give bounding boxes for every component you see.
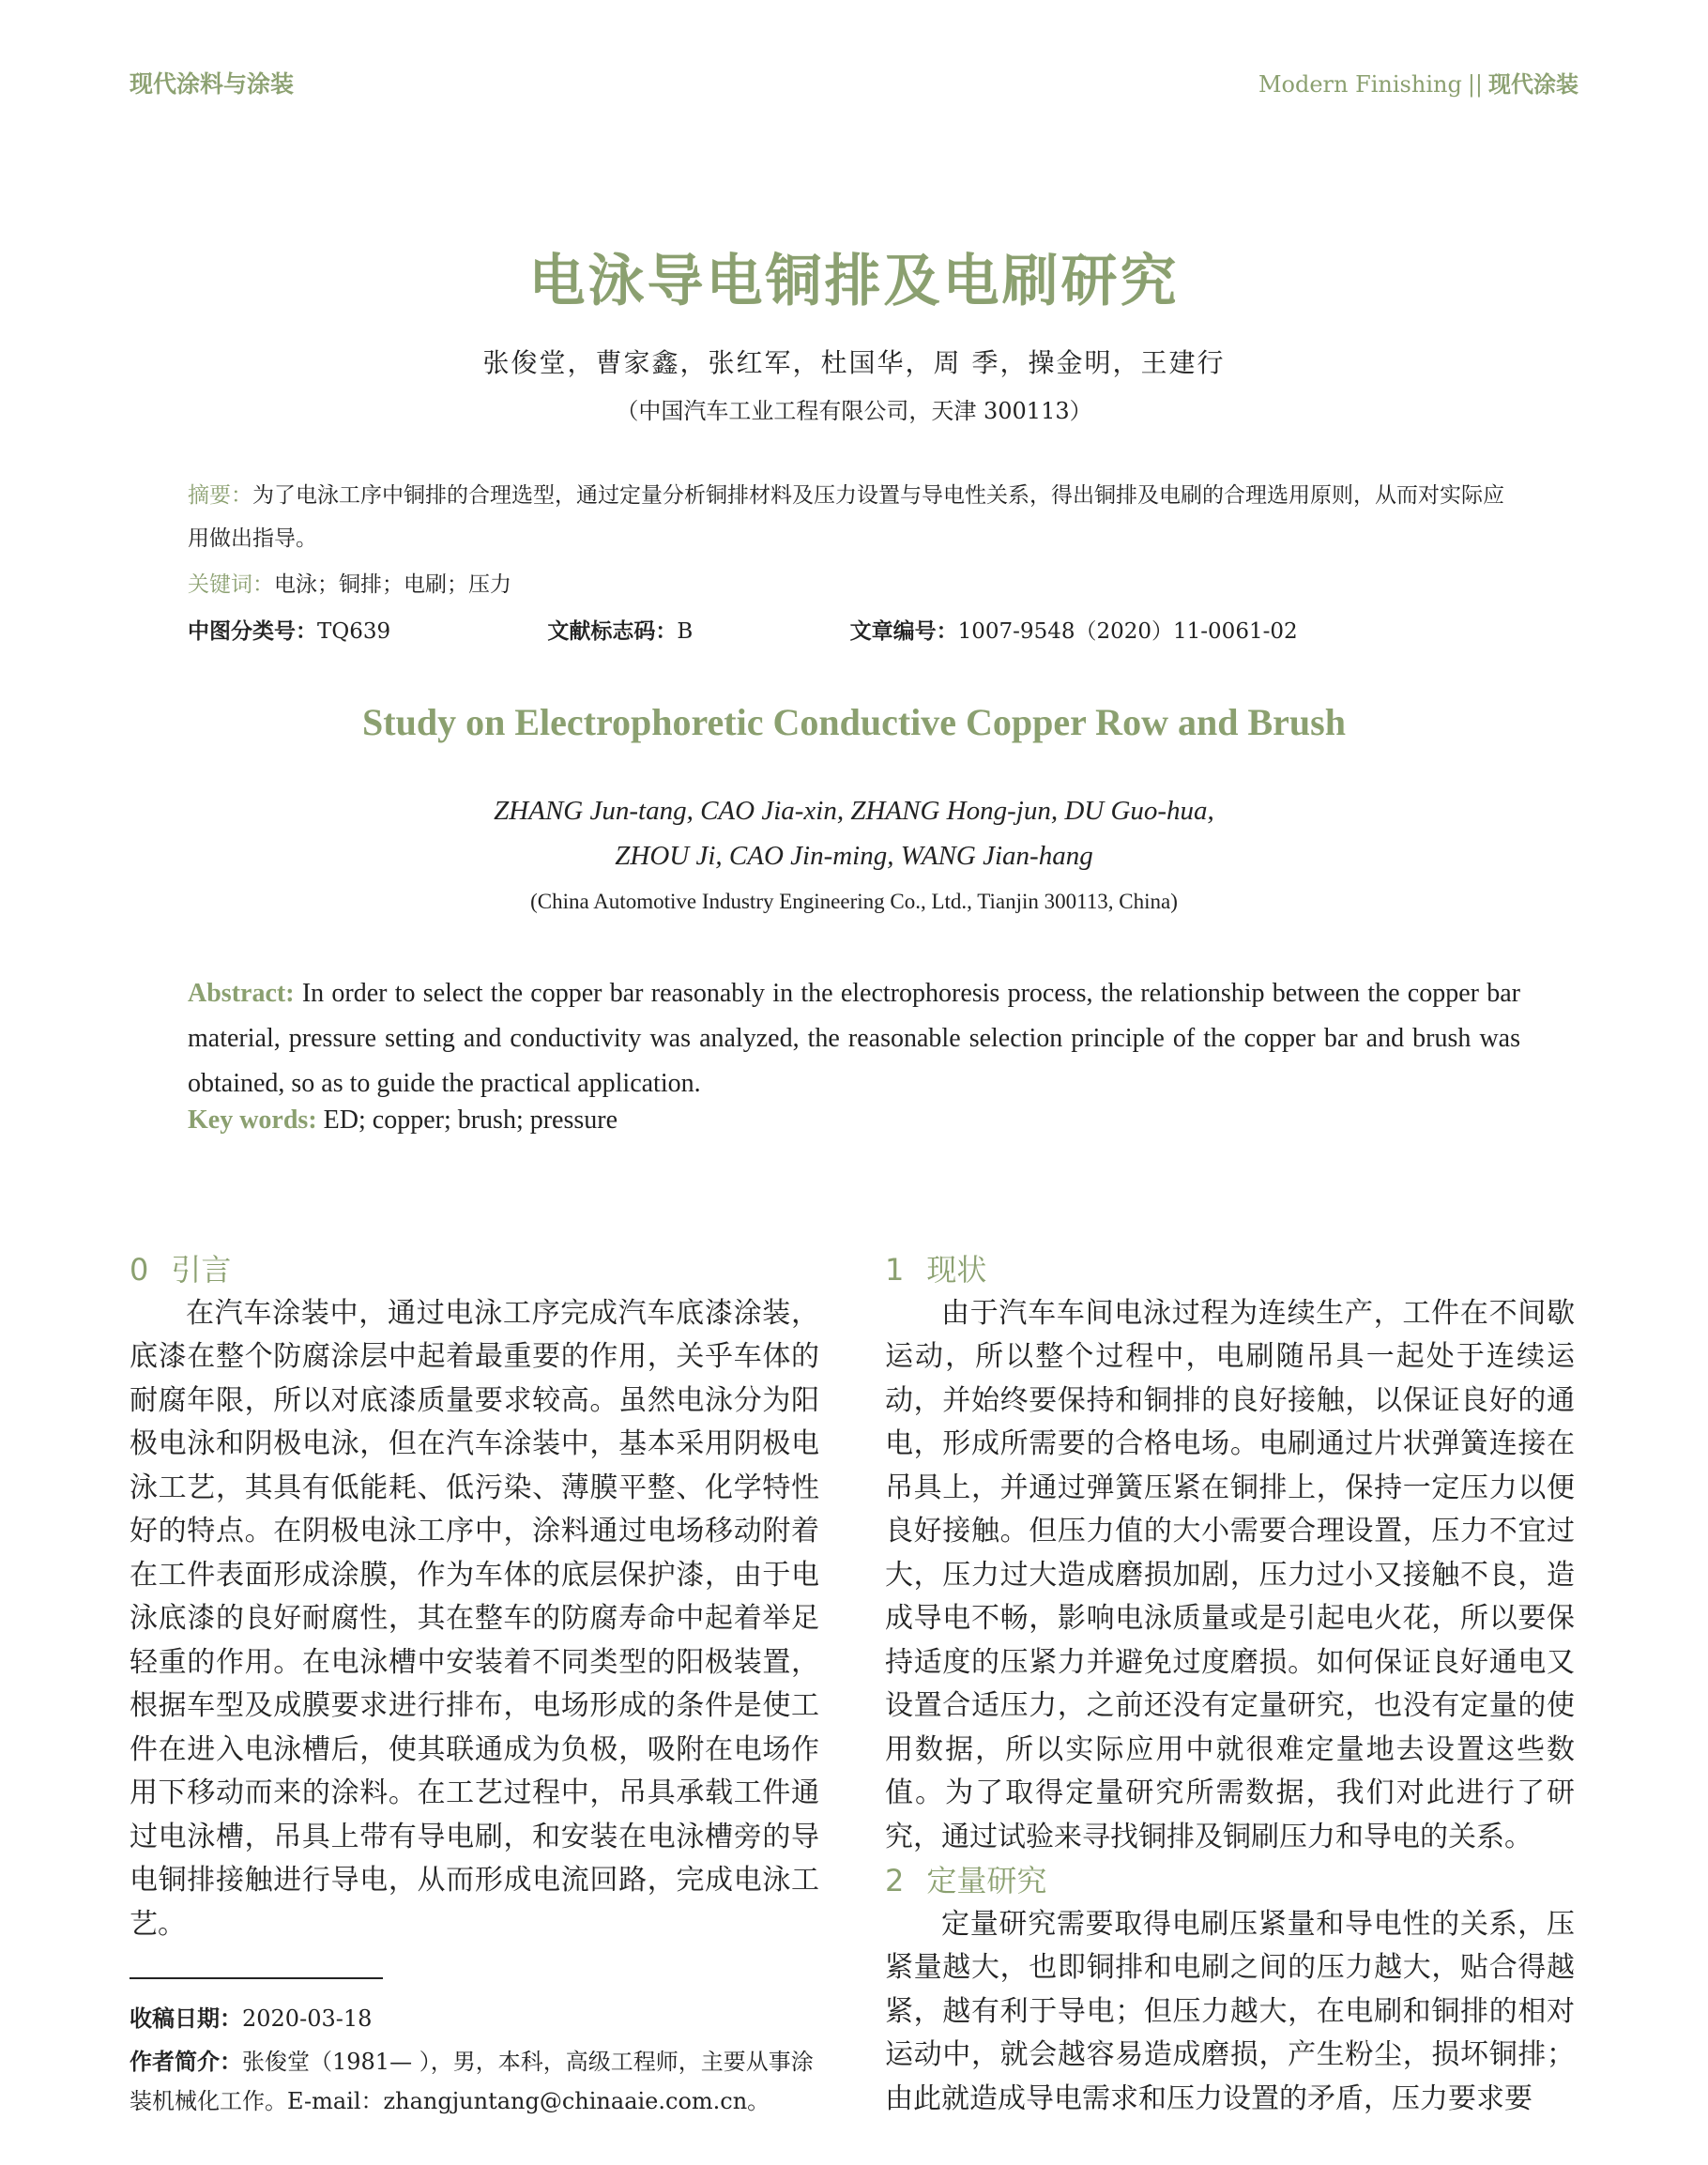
article-no-field <box>850 619 1373 644</box>
clc-field <box>188 619 465 644</box>
section-heading-1 <box>885 1248 1575 1292</box>
section-title: 定量研究 <box>926 1863 1047 1898</box>
paper-title: 电泳导电铜排及电刷研究 <box>528 249 1180 314</box>
section-title: 引言 <box>171 1252 232 1288</box>
footnote-divider <box>130 1977 383 1979</box>
author-bio-label: 作者简介： <box>130 2049 242 2075</box>
received-date-value: 2020-03-18 <box>242 2005 373 2032</box>
section-title: 现状 <box>926 1252 987 1288</box>
abstract-cn <box>188 474 1520 560</box>
keywords-en <box>188 1105 618 1136</box>
header-separator: || <box>1467 71 1483 98</box>
clc-label: 中图分类号： <box>188 619 317 644</box>
right-column <box>885 1248 1575 2121</box>
author-list-en-line1: ZHANG Jun-tang, CAO Jia-xin, ZHANG Hong-jun, DU Guo-hua, <box>494 796 1214 826</box>
keywords-en-label: Key words: <box>188 1105 317 1135</box>
author-bio-text: 张俊堂（1981— ），男，本科，高级工程师，主要从事涂装机械化工作。E-mail：zhangjuntang@chinaaie.com.cn。 <box>130 2049 814 2114</box>
abstract-label: 摘要： <box>188 483 252 508</box>
abstract-text: 为了电泳工序中铜排的合理选型，通过定量分析铜排材料及压力设置与导电性关系，得出铜排及电刷的合理选用原则，从而对实际应用做出指导。 <box>188 483 1504 551</box>
clc-value: TQ639 <box>317 619 391 644</box>
left-column <box>130 1248 819 1946</box>
article-no-label: 文章编号： <box>849 619 958 644</box>
doc-code-field <box>547 619 768 644</box>
keywords-text: 电泳；铜排；电刷；压力 <box>274 572 511 597</box>
paper-title-en: Study on Electrophoretic Conductive Copper Row and Brush <box>362 701 1346 743</box>
section-heading-0 <box>130 1248 819 1292</box>
section-2-paragraph: 定量研究需要取得电刷压紧量和导电性的关系，压紧量越大，也即铜排和电刷之间的压力越大，贴合得越紧，越有利于导电；但压力越大，在电刷和铜排的相对运动中，就会越容易造成磨损，产生粉尘，损坏铜排；由此就造成导电需求和压力设置的矛盾，压力要求要 <box>885 1907 1575 2115</box>
abstract-en-text: In order to select the copper bar reasonably in the electrophoresis process, the relationship between the copper bar material, pressure setting and conductivity was analyzed, the reasonable selection principle of the copper bar and brush was obtained, so as to guide the practical application. <box>188 979 1520 1098</box>
section-1-paragraph: 由于汽车车间电泳过程为连续生产，工件在不间歇运动，所以整个过程中，电刷随吊具一起处于连续运动，并始终要保持和铜排的良好接触，以保证良好的通电，形成所需要的合格电场。电刷通过片状弹簧连接在吊具上，并通过弹簧压紧在铜排上，保持一定压力以便良好接触。但压力值的大小需要合理设置，压力不宜过大，压力过大造成磨损加剧，压力过小又接触不良，造成导电不畅，影响电泳质量或是引起电火花，所以要保持适度的压紧力并避免过度磨损。如何保证良好通电又设置合适压力，之前还没有定量研究，也没有定量的使用数据，所以实际应用中就很难定量地去设置这些数值。为了取得定量研究所需数据，我们对此进行了研究，通过试验来寻找铜排及铜刷压力和导电的关系。 <box>885 1296 1575 1853</box>
keywords-label: 关键词： <box>188 572 274 597</box>
section-name: 现代涂装 <box>1488 71 1578 98</box>
section-heading-2 <box>885 1859 1575 1903</box>
journal-name-en: Modern Finishing <box>1258 71 1462 98</box>
section-number: 1 <box>885 1252 905 1288</box>
received-date <box>130 1999 819 2038</box>
article-no-value: 1007-9548（2020）11-0061-02 <box>957 619 1298 644</box>
classification-row <box>188 610 1520 653</box>
section-number: 0 <box>130 1252 149 1288</box>
abstract-en <box>188 971 1520 1106</box>
section-number: 2 <box>885 1863 905 1898</box>
author-list: 张俊堂，曹家鑫，张红军，杜国华，周 季，操金明，王建行 <box>482 347 1226 378</box>
affiliation-en: (China Automotive Industry Engineering Co., Ltd., Tianjin 300113, China) <box>530 890 1178 913</box>
author-bio <box>130 2042 819 2121</box>
doc-code-value: B <box>677 619 694 644</box>
keywords-cn <box>188 563 1520 606</box>
affiliation: （中国汽车工业工程有限公司，天津 300113） <box>616 398 1092 424</box>
running-header-right <box>1258 66 1578 99</box>
doc-code-label: 文献标志码： <box>547 619 678 644</box>
author-list-en-line2: ZHOU Ji, CAO Jin-ming, WANG Jian-hang <box>615 841 1093 871</box>
abstract-en-label: Abstract: <box>188 979 295 1008</box>
received-date-label: 收稿日期： <box>130 2005 242 2032</box>
journal-name-header: 现代涂料与涂装 <box>130 70 295 98</box>
keywords-en-text: ED; copper; brush; pressure <box>323 1105 618 1135</box>
section-0-paragraph: 在汽车涂装中，通过电泳工序完成汽车底漆涂装，底漆在整个防腐涂层中起着最重要的作用，关乎车体的耐腐年限，所以对底漆质量要求较高。虽然电泳分为阳极电泳和阴极电泳，但在汽车涂装中，基本采用阴极电泳工艺，其具有低能耗、低污染、薄膜平整、化学特性好的特点。在阴极电泳工序中，涂料通过电场移动附着在工件表面形成涂膜，作为车体的底层保护漆，由于电泳底漆的良好耐腐性，其在整车的防腐寿命中起着举足轻重的作用。在电泳槽中安装着不同类型的阳极装置，根据车型及成膜要求进行排布，电场形成的条件是使工件在进入电泳槽后，使其联通成为负极，吸附在电场作用下移动而来的涂料。在工艺过程中，吊具承载工件通过电泳槽，吊具上带有导电刷，和安装在电泳槽旁的导电铜排接触进行导电，从而形成电流回路，完成电泳工艺。 <box>130 1296 819 1941</box>
